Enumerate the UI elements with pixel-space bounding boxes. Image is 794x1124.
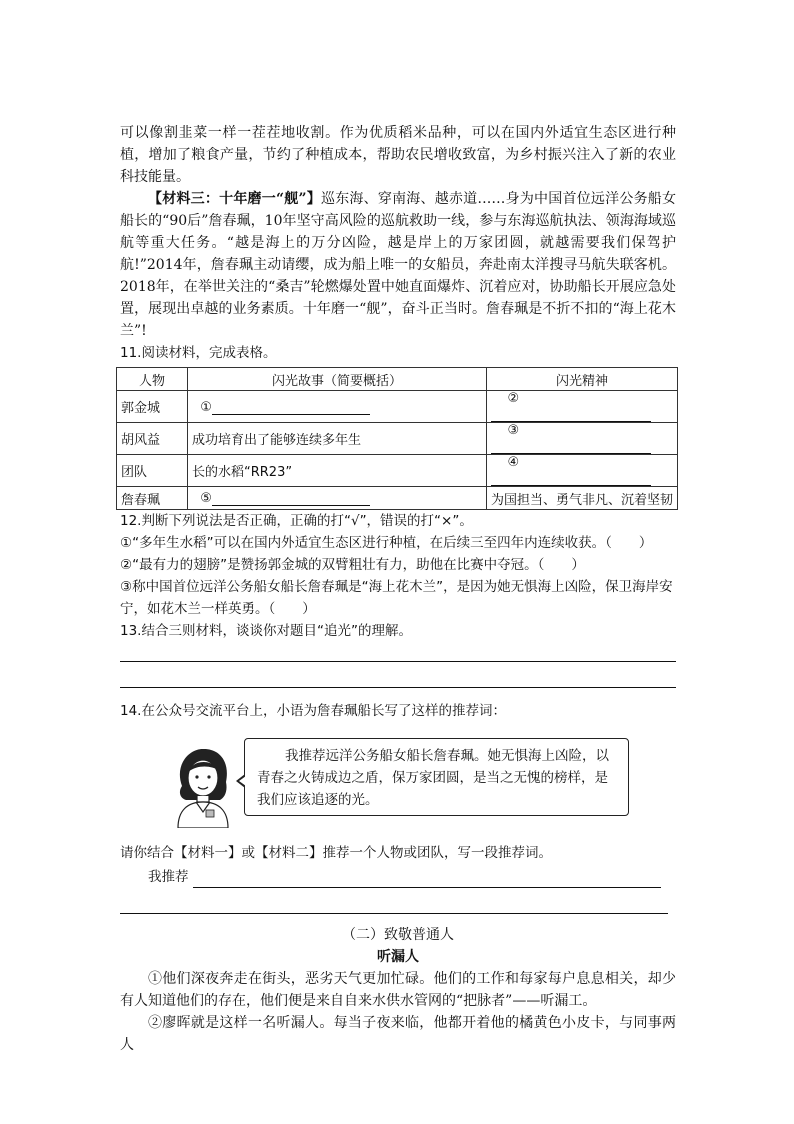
blank-marker: ⑤ (200, 491, 212, 506)
answer-blank-1[interactable] (212, 399, 370, 415)
material-3-text: 巡东海、穿南海、越赤道……身为中国首位远洋公务船女船长的“90后”詹春珮，10年坚守高风险的巡航救助一线，参与东海巡航执法、领海海域巡航等重大任务。“越是海上的万分凶险，越是岸上的万家团圆，就越需要我们保驾护航!”2014年，詹春珮主动请缨，成为船上唯一的女船员，奔赴南太洋搜寻马航失联客机。2018年，在举世关注的“桑吉”轮燃爆处置中她直面爆炸、沉着应对，协助船长开展应急处置，展现出卓越的业务素质。十年磨一“舰”，奋斗正当时。詹春珮是不折不扣的“海上花木兰”! (120, 191, 677, 339)
cell-spirit: 为国担当、勇气非凡、沉着坚韧 (487, 487, 678, 510)
answer-blank-4[interactable] (491, 470, 651, 486)
table-row (117, 487, 678, 510)
material-3 (120, 188, 676, 342)
cell-person: 詹春珮 (117, 487, 188, 510)
speech-bubble: 我推荐远洋公务船女船长詹春珮。她无惧海上凶险，以青春之火铸成边之盾，保万家团圆，是当之无愧的榜样，是我们应该追逐的光。 (244, 738, 629, 816)
material-3-title: 【材料三：十年磨一“舰”】 (148, 191, 321, 207)
answer-blank-3[interactable] (491, 438, 651, 454)
question-12-item: ②“最有力的翅膀”是赞扬郭金城的双臂粗壮有力，助他在比赛中夺冠。（ ） (120, 557, 585, 573)
girl-avatar-icon (168, 746, 238, 828)
question-13: 13.结合三则材料，谈谈你对题目“追光”的理解。 (120, 623, 412, 639)
answer-table (116, 367, 678, 510)
answer-line[interactable] (120, 686, 676, 688)
cell-person: 团队 (117, 455, 188, 487)
header-spirit: 闪光精神 (487, 368, 678, 391)
cell-spirit[interactable] (487, 423, 678, 455)
document-page (120, 122, 676, 1056)
question-12-item: ③称中国首位远洋公务船女船长詹春珮是“海上花木兰”，是因为她无惧海上凶险，保卫海岸安宁，如花木兰一样英勇。（ ） (120, 579, 673, 617)
question-11: 11.阅读材料，完成表格。 (120, 345, 277, 361)
story-paragraph-2: ②廖晖就是这样一名听漏人。每当子夜来临，他都开着他的橘黄色小皮卡，与同事两人 (120, 1015, 676, 1053)
cell-person: 胡风益 (117, 423, 188, 455)
answer-line[interactable] (120, 660, 676, 662)
cell-spirit[interactable] (487, 391, 678, 423)
answer-blank-5[interactable] (212, 490, 370, 506)
answer-line[interactable] (120, 912, 668, 914)
story-paragraph-1: ①他们深夜奔走在街头，恶劣天气更加忙碌。他们的工作和每家每户息息相关，却少有人知道他们的存在，他们便是来自自来水供水管网的“把脉者”——听漏工。 (120, 971, 676, 1009)
cell-person: 郭金城 (117, 391, 188, 423)
section-title: （二）致敬普通人 (342, 927, 454, 943)
table-header-row (117, 368, 678, 391)
table-row (117, 423, 678, 455)
cell-spirit[interactable] (487, 455, 678, 487)
answer-blank-2[interactable] (491, 406, 651, 422)
recommendation-illustration (120, 738, 676, 834)
cell-story: 长的水稻“RR23” (188, 455, 487, 487)
paragraph-top: 可以像割韭菜一样一茬茬地收割。作为优质稻米品种，可以在国内外适宜生态区进行种植，增加了粮食产量，节约了种植成本，帮助农民增收致富，为乡村振兴注入了新的农业科技能量。 (120, 125, 676, 185)
question-12-item: ①“多年生水稻”可以在国内外适宜生态区进行种植，在后续三至四年内连续收获。（ ） (120, 535, 653, 551)
header-story: 闪光故事（简要概括） (188, 368, 487, 391)
question-12: 12.判断下列说法是否正确，正确的打“√”，错误的打“×”。 (120, 513, 473, 529)
speech-bubble-tail-inner (239, 776, 246, 786)
story-title: 听漏人 (377, 949, 419, 965)
blank-marker: ② (507, 391, 520, 406)
question-14-task: 请你结合【材料一】或【材料二】推荐一个人物或团队，写一段推荐词。 (120, 845, 552, 861)
blank-marker: ④ (507, 455, 520, 470)
question-14: 14.在公众号交流平台上，小语为詹春珮船长写了这样的推荐词： (120, 703, 506, 719)
header-person: 人物 (117, 368, 188, 391)
recommend-label: 我推荐 (148, 869, 189, 885)
table-row (117, 391, 678, 423)
cell-story: 成功培育出了能够连续多年生 (188, 423, 487, 455)
table-row (117, 455, 678, 487)
recommend-input-line[interactable] (193, 872, 661, 888)
blank-marker: ① (200, 399, 212, 415)
blank-marker: ③ (507, 423, 520, 438)
cell-story[interactable] (188, 487, 487, 510)
recommend-line (120, 866, 676, 888)
cell-story[interactable] (188, 391, 487, 423)
